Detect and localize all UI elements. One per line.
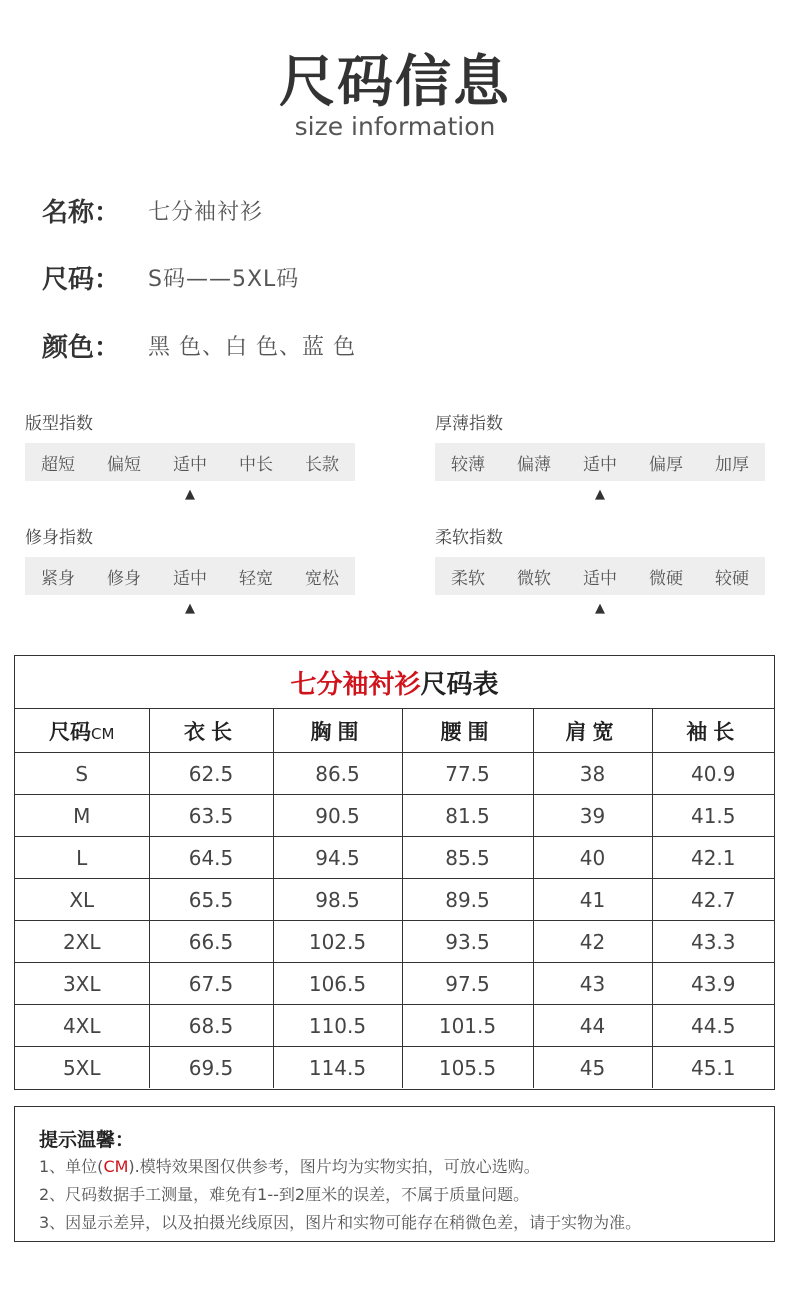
table-row [15,795,774,837]
tip-line-3: 3、因显示差异，以及拍摄光线原因，图片和实物可能存在稍微色差，请于实物为准。 [39,1213,642,1232]
column-header: 肩宽 [533,709,652,753]
fit-marker-row [25,481,355,507]
slim-option: 紧身 [41,568,75,589]
measure-cell: 89.5 [402,879,533,921]
tip-1-prefix: 1、单位( [39,1157,104,1176]
measure-cell: 94.5 [273,837,402,879]
tips-box [14,1106,775,1242]
table-row [15,753,774,795]
softness-option: 微软 [517,568,551,589]
slim-index-bar [25,557,355,595]
marker-slot [501,595,567,621]
measure-cell: 69.5 [149,1047,273,1089]
name-label: 名称： [42,197,121,228]
measure-cell: 40 [533,837,652,879]
slim-option: 轻宽 [239,568,273,589]
softness-index [435,523,765,621]
softness-marker-row [435,595,765,621]
thickness-option: 较薄 [451,454,485,475]
size-value: S码——5XL码 [148,266,300,292]
measure-cell: 41.5 [652,795,774,837]
slim-option: 适中 [173,568,207,589]
measure-cell: 41 [533,879,652,921]
measure-cell: 43.9 [652,963,774,1005]
info-row-size [42,257,299,297]
table-row [15,837,774,879]
marker-slot [223,595,289,621]
table-header-row [15,709,774,753]
marker-slot [501,481,567,507]
measure-cell: 43.3 [652,921,774,963]
caption-product-name: 七分袖衬衫 [290,669,421,700]
thickness-option: 偏薄 [517,454,551,475]
fit-index-title: 版型指数 [25,414,93,434]
fit-option: 偏短 [107,454,141,475]
table-row [15,921,774,963]
fit-index [25,409,355,507]
measure-cell: 42.7 [652,879,774,921]
measure-cell: 110.5 [273,1005,402,1047]
tips-title: 提示温馨： [39,1129,135,1151]
tip-1-suffix: ).模特效果图仅供参考，图片均为实物实拍，可放心选购。 [128,1157,540,1176]
slim-marker-row [25,595,355,621]
softness-option: 较硬 [715,568,749,589]
measure-cell: 77.5 [402,753,533,795]
measure-cell: 64.5 [149,837,273,879]
measure-cell: 85.5 [402,837,533,879]
marker-slot [435,481,501,507]
thickness-marker-row [435,481,765,507]
info-row-name [42,190,263,230]
name-value: 七分袖衬衫 [148,199,264,225]
measure-cell: 45.1 [652,1047,774,1089]
marker-slot [699,595,765,621]
size-cell: 2XL [15,921,149,963]
softness-option: 柔软 [451,568,485,589]
column-header: 胸围 [273,709,402,753]
selected-marker-icon: ▲ [595,600,605,616]
softness-option: 适中 [583,568,617,589]
tip-line-1 [39,1153,774,1181]
size-table [14,655,775,1090]
thickness-index [435,409,765,507]
slim-option: 修身 [107,568,141,589]
measure-cell: 106.5 [273,963,402,1005]
softness-index-bar [435,557,765,595]
measure-cell: 44.5 [652,1005,774,1047]
marker-slot [699,481,765,507]
slim-option: 宽松 [305,568,339,589]
color-label: 颜色： [42,332,121,363]
size-cell: 5XL [15,1047,149,1089]
measure-cell: 98.5 [273,879,402,921]
page-subtitle: size information [294,112,496,141]
measure-cell: 93.5 [402,921,533,963]
measure-cell: 105.5 [402,1047,533,1089]
marker-slot [223,481,289,507]
fit-option: 超短 [41,454,75,475]
measure-cell: 45 [533,1047,652,1089]
marker-slot [91,481,157,507]
measure-cell: 38 [533,753,652,795]
measure-cell: 62.5 [149,753,273,795]
size-cell: 3XL [15,963,149,1005]
column-header: 衣长 [149,709,273,753]
selected-marker-icon: ▲ [595,486,605,502]
size-cell: 4XL [15,1005,149,1047]
marker-slot [91,595,157,621]
measure-cell: 43 [533,963,652,1005]
selected-marker-icon: ▲ [185,600,195,616]
thickness-option: 适中 [583,454,617,475]
caption-table-label: 尺码表 [420,669,499,700]
table-row [15,879,774,921]
measure-cell: 102.5 [273,921,402,963]
softness-index-title: 柔软指数 [435,528,503,548]
size-cell: M [15,795,149,837]
size-label: 尺码： [42,264,121,295]
marker-slot [567,595,633,621]
measure-cell: 90.5 [273,795,402,837]
thickness-option: 加厚 [715,454,749,475]
measure-cell: 42.1 [652,837,774,879]
table-row [15,963,774,1005]
measure-cell: 42 [533,921,652,963]
selected-marker-icon: ▲ [185,486,195,502]
column-header: 腰围 [402,709,533,753]
marker-slot [157,595,223,621]
measure-cell: 114.5 [273,1047,402,1089]
measure-cell: 66.5 [149,921,273,963]
slim-index [25,523,355,621]
size-grid [15,709,774,1088]
size-header-text: 尺码 [49,719,92,744]
thickness-index-bar [435,443,765,481]
column-header: 袖长 [652,709,774,753]
color-value: 黑 色、白 色、蓝 色 [148,334,356,360]
page-title: 尺码信息 [279,50,511,115]
info-row-color [42,325,356,365]
marker-slot [289,595,355,621]
slim-index-title: 修身指数 [25,528,93,548]
unit-label: CM [91,724,115,743]
thickness-option: 偏厚 [649,454,683,475]
thickness-index-title: 厚薄指数 [435,414,503,434]
measure-cell: 101.5 [402,1005,533,1047]
size-cell: XL [15,879,149,921]
tip-line-2: 2、尺码数据手工测量，难免有1--到2厘米的误差，不属于质量问题。 [39,1185,530,1204]
fit-index-bar [25,443,355,481]
column-header-size [15,709,149,753]
size-table-caption [15,656,774,709]
table-row [15,1005,774,1047]
measure-cell: 63.5 [149,795,273,837]
measure-cell: 40.9 [652,753,774,795]
table-row [15,1047,774,1089]
fit-option: 适中 [173,454,207,475]
marker-slot [25,595,91,621]
size-cell: L [15,837,149,879]
measure-cell: 68.5 [149,1005,273,1047]
marker-slot [435,595,501,621]
fit-option: 长款 [305,454,339,475]
measure-cell: 65.5 [149,879,273,921]
measure-cell: 86.5 [273,753,402,795]
marker-slot [289,481,355,507]
measure-cell: 44 [533,1005,652,1047]
measure-cell: 81.5 [402,795,533,837]
marker-slot [25,481,91,507]
measure-cell: 39 [533,795,652,837]
measure-cell: 67.5 [149,963,273,1005]
measure-cell: 97.5 [402,963,533,1005]
tip-1-unit: CM [103,1157,129,1176]
size-cell: S [15,753,149,795]
marker-slot [633,595,699,621]
fit-option: 中长 [239,454,273,475]
marker-slot [567,481,633,507]
marker-slot [633,481,699,507]
softness-option: 微硬 [649,568,683,589]
marker-slot [157,481,223,507]
